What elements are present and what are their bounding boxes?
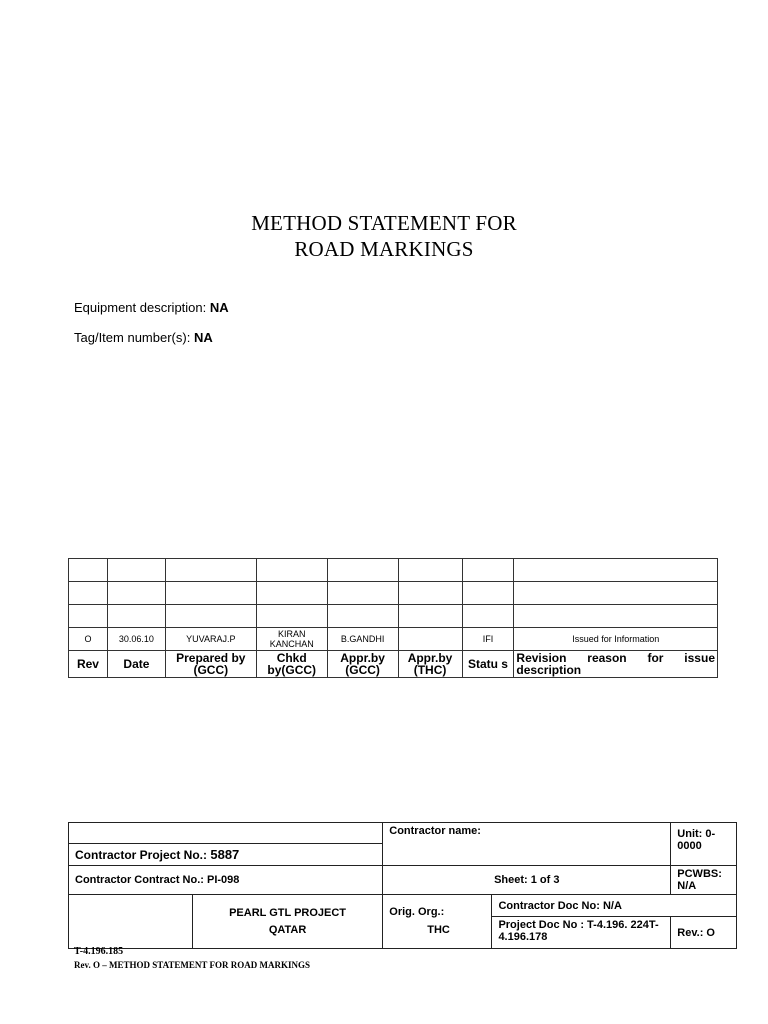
- unit-text: Unit: 0-0000: [677, 828, 716, 852]
- header-appr-gcc: Appr.by (GCC): [327, 651, 398, 678]
- header-date: Date: [107, 651, 165, 678]
- orig-org-label: Orig. Org.:: [389, 906, 445, 918]
- header-reason-text: Revision reason for issue description: [516, 651, 715, 677]
- revision-table: [68, 558, 718, 678]
- title-line-2: ROAD MARKINGS: [294, 237, 474, 261]
- status-cell: IFI: [462, 628, 514, 651]
- equipment-description: [74, 300, 229, 315]
- project-no-label: Contractor Project No.:: [75, 848, 211, 862]
- sheet-text: Sheet: 1 of 3: [494, 874, 560, 886]
- title-block-table: [68, 822, 737, 949]
- table-row-revision: [69, 628, 718, 651]
- project-doc-cell: [492, 917, 671, 949]
- project-name-cell: [192, 895, 382, 949]
- header-prepared: Prepared by (GCC): [165, 651, 256, 678]
- project-no-value: 5887: [210, 847, 240, 862]
- table-row-empty: [69, 559, 718, 582]
- contractor-doc-cell: [492, 895, 737, 917]
- project-no-cell: [69, 844, 383, 866]
- table-row-empty: [69, 582, 718, 605]
- equipment-label: Equipment description:: [74, 300, 210, 315]
- tag-item-numbers: [74, 330, 213, 345]
- rev-cell: O: [69, 628, 108, 651]
- contract-no-text: Contractor Contract No.: PI-098: [75, 874, 240, 886]
- prepared-cell: YUVARAJ.P: [165, 628, 256, 651]
- project-name-line2: QATAR: [268, 923, 307, 936]
- orig-org-cell: [383, 895, 492, 949]
- header-status: Statu s: [462, 651, 514, 678]
- rev-cell-footer: [671, 917, 737, 949]
- unit-cell: [671, 823, 737, 866]
- doc-ref-line: T-4.196.185: [74, 946, 124, 957]
- contractor-doc-text: Contractor Doc No: N/A: [498, 899, 622, 912]
- rev-text: Rev.: O: [677, 926, 715, 939]
- pcwbs-cell: [671, 866, 737, 895]
- appr-thc-cell: [398, 628, 462, 651]
- contractor-name-label: Contractor name:: [389, 825, 481, 837]
- equipment-value: NA: [209, 300, 229, 315]
- sheet-cell: [383, 866, 671, 895]
- table-header-row: [69, 651, 718, 678]
- contract-no-cell: [69, 866, 383, 895]
- doc-rev-line: Rev. O – METHOD STATEMENT FOR ROAD MARKINGS: [74, 960, 311, 970]
- table-row-empty: [69, 605, 718, 628]
- header-reason: [514, 651, 718, 678]
- pcwbs-text: PCWBS: N/A: [677, 868, 722, 892]
- contractor-name-cell: [383, 823, 671, 866]
- document-title: [0, 210, 768, 262]
- reason-cell: Issued for Information: [514, 628, 718, 651]
- date-cell: 30.06.10: [107, 628, 165, 651]
- header-appr-thc: Appr.by (THC): [398, 651, 462, 678]
- project-name-line1: PEARL GTL PROJECT: [229, 906, 347, 919]
- project-doc-text: Project Doc No : T-4.196. 224T-4.196.178: [498, 919, 659, 943]
- header-rev: Rev: [69, 651, 108, 678]
- appr-gcc-cell: B.GANDHI: [327, 628, 398, 651]
- tag-label: Tag/Item number(s):: [74, 330, 194, 345]
- checked-cell: KIRAN KANCHAN: [256, 628, 327, 651]
- title-line-1: METHOD STATEMENT FOR: [251, 211, 517, 235]
- header-checked: Chkd by(GCC): [256, 651, 327, 678]
- orig-org-value: THC: [427, 924, 450, 936]
- tag-value: NA: [193, 330, 213, 345]
